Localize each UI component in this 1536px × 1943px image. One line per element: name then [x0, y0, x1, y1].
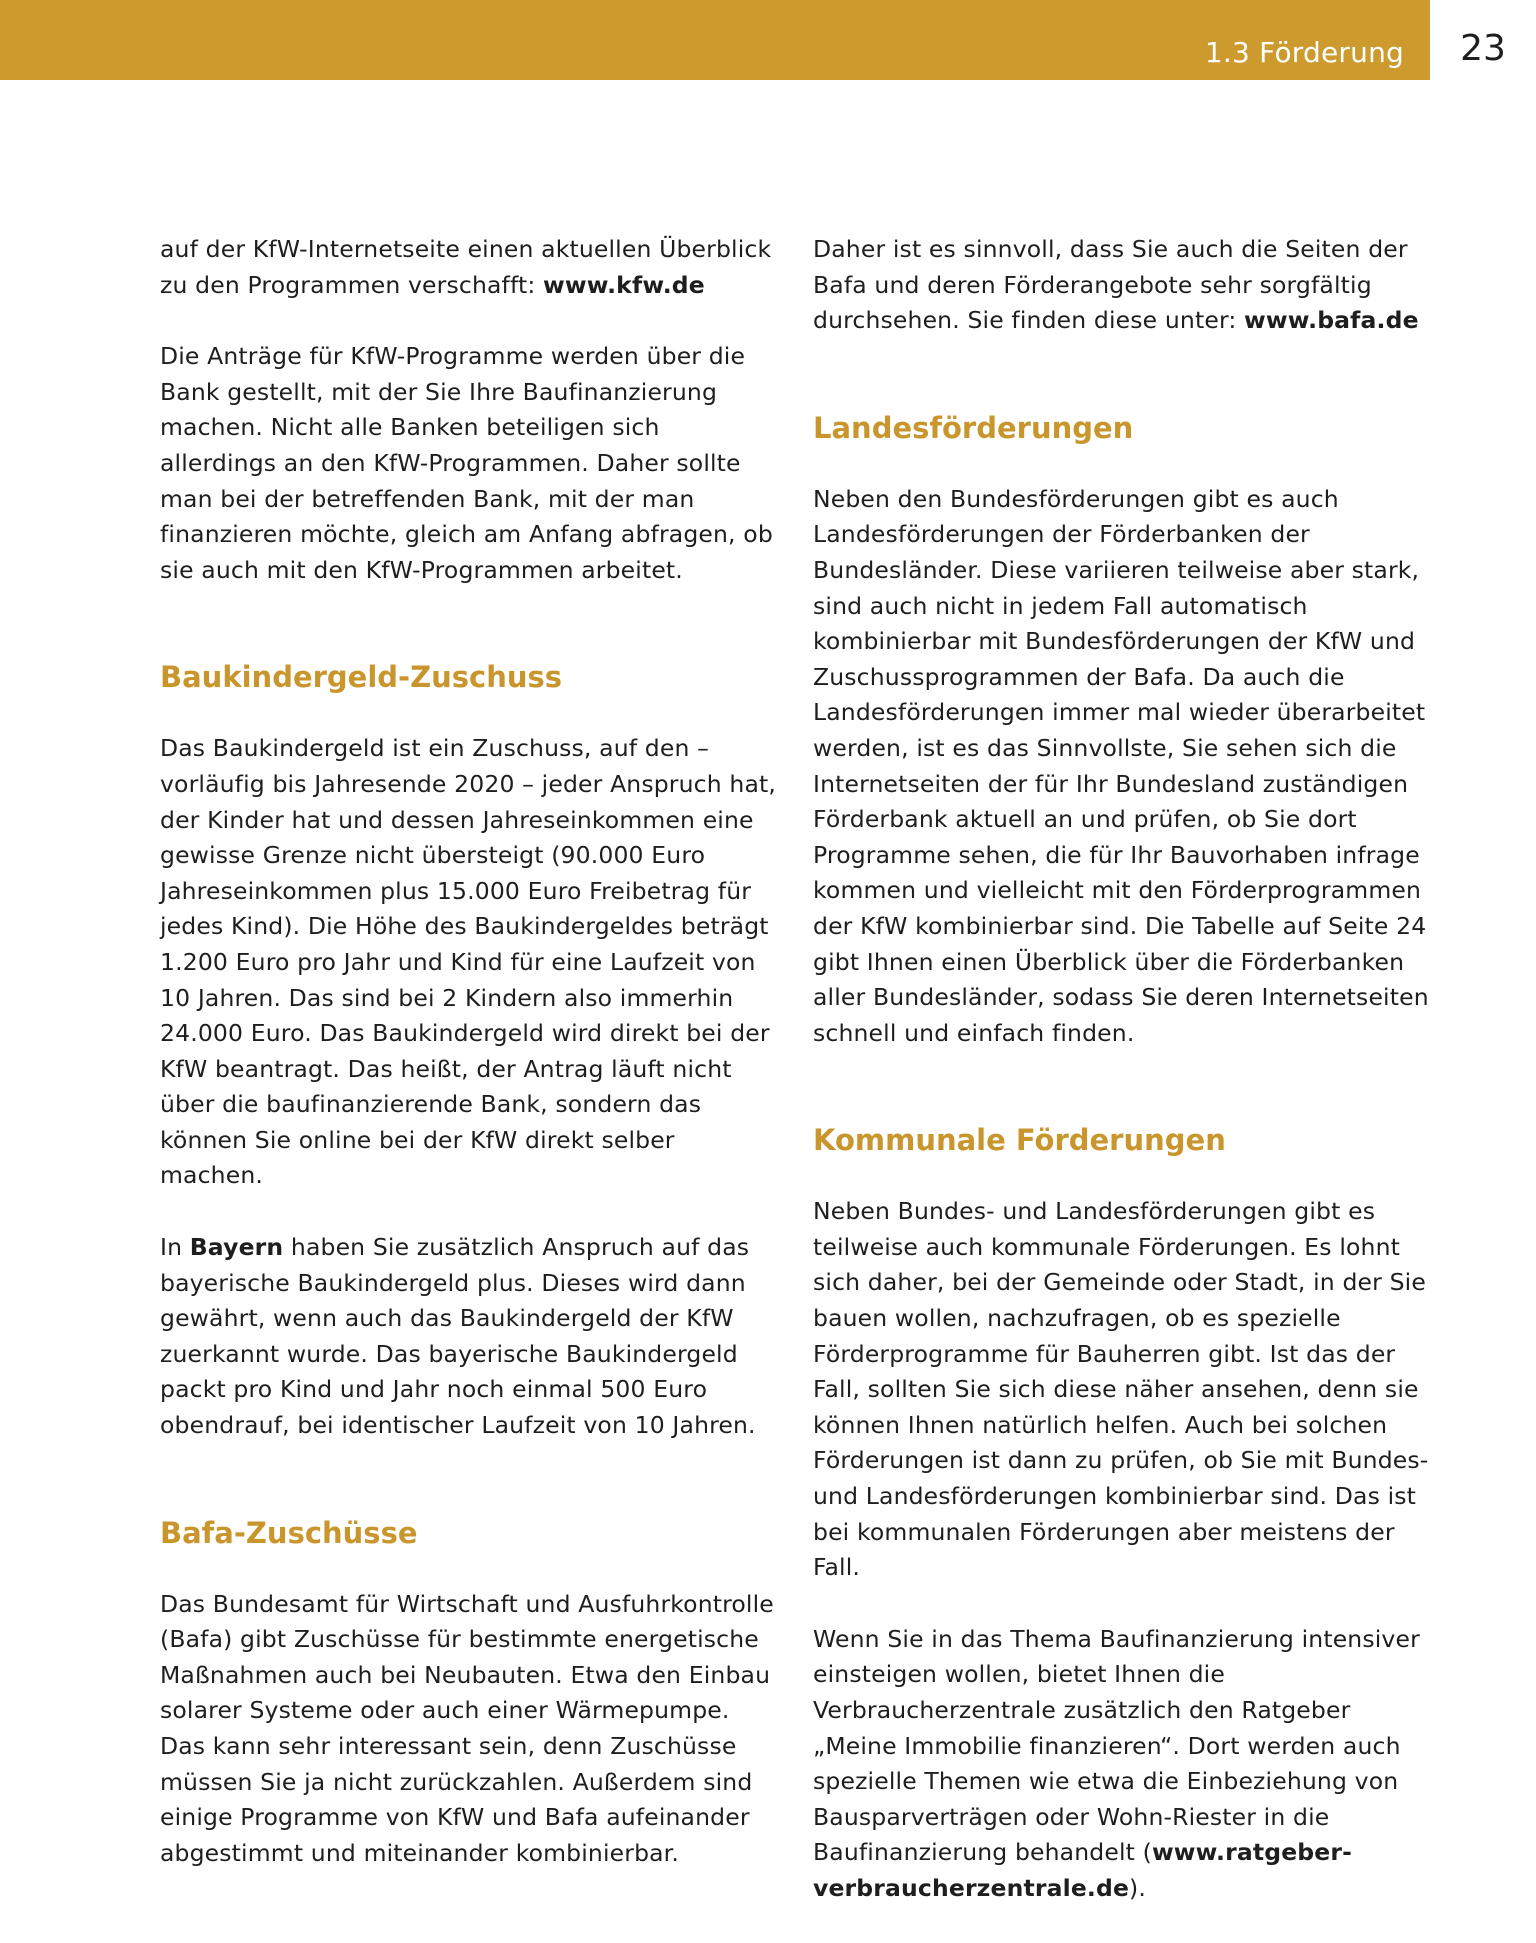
paragraph: Die Anträge für KfW-Programme werden über die Bank gestellt, mit der Sie Ihre Baufinanzierung machen. Nicht alle Banken beteiligen sich allerdings an den KfW-Programmen. Daher sollte man bei der betreffenden Bank, mit der man finanzieren möchte, gleich am Anfang abfragen, ob sie auch mit den KfW-Programmen arbeitet.	[160, 342, 773, 584]
heading-baukindergeld: Baukindergeld-Zuschuss	[160, 660, 563, 695]
paragraph	[160, 232, 780, 303]
paragraph: Neben Bundes- und Landesförderungen gibt es teilweise auch kommunale Förderungen. Es lohnt sich daher, bei der Gemeinde oder Stadt, in der Sie bauen wollen, nachzufragen, ob es spezielle Förderprogramme für Bauherren gibt. Ist das der Fall, sollten Sie sich diese näher ansehen, denn sie können Ihnen natürlich helfen. Auch bei solchen Förderungen ist dann zu prüfen, ob Sie mit Bundes- und Landesförderungen kombinierbar sind. Das ist bei kommunalen Förderungen aber meistens der Fall.	[813, 1197, 1429, 1582]
paragraph	[160, 1230, 780, 1444]
paragraph: Neben den Bundesförderungen gibt es auch Landesförderungen der Förderbanken der Bundesländer. Diese variieren teilweise aber stark, sind auch nicht in jedem Fall automatisch kombinierbar mit Bundesförderungen der KfW und Zuschussprogrammen der Bafa. Da auch die Landesförderungen immer mal wieder überarbeitet werden, ist es das Sinnvollste, Sie sehen sich die Internetseiten der für Ihr Bundesland zuständigen Förderbank aktuell an und prüfen, ob Sie dort Programme sehen, die für Ihr Bauvorhaben infrage kommen und vielleicht mit den Förderprogrammen der KfW kombinierbar sind. Die Tabelle auf Seite 24 gibt Ihnen einen Überblick über die Förderbanken aller Bundesländer, sodass Sie deren Internetseiten schnell und einfach finden.	[813, 484, 1429, 1047]
heading-kommunale-foerderungen: Kommunale Förderungen	[813, 1123, 1226, 1158]
paragraph-text: ).	[1129, 1873, 1146, 1902]
left-column	[160, 232, 780, 1907]
bafa-link[interactable]: www.bafa.de	[1244, 306, 1419, 335]
paragraph-text: Daher ist es sinnvoll, dass Sie auch die Seiten der Bafa und deren Förderangebote sehr sorgfältig durchsehen. Sie finden diese unter:	[813, 235, 1408, 335]
paragraph-text: Wenn Sie in das Thema Baufinanzierung intensiver einsteigen wollen, bietet Ihnen die Verbraucherzentrale zusätzlich den Ratgeber „Meine Immobilie finanzieren“. Dort werden auch spezielle Themen wie etwa die Einbeziehung von Bausparverträgen oder Wohn-Riester in die Baufinanzierung behandelt (	[813, 1624, 1420, 1867]
paragraph	[813, 232, 1433, 339]
kfw-link[interactable]: www.kfw.de	[543, 270, 705, 299]
paragraph	[813, 1622, 1433, 1907]
bold-term: Bayern	[189, 1233, 284, 1262]
ratgeber-link[interactable]: www.ratgeber-verbraucherzentrale.de	[813, 1838, 1352, 1902]
paragraph-text: auf der KfW-Internetseite einen aktuellen Überblick zu den Programmen verschafft:	[160, 235, 772, 299]
paragraph-text: In	[160, 1233, 190, 1262]
heading-bafa: Bafa-Zuschüsse	[160, 1515, 418, 1550]
heading-landesfoerderungen: Landesförderungen	[813, 410, 1134, 445]
page-number: 23	[1460, 28, 1506, 69]
header-bar	[0, 0, 1430, 80]
paragraph-text: haben Sie zusätzlich Anspruch auf das bayerische Baukindergeld plus. Dieses wird dann gewährt, wenn auch das Baukindergeld der KfW zuerkannt wurde. Das bayerische Baukindergeld packt pro Kind und Jahr noch einmal 500 Euro obendrauf, bei identischer Laufzeit von 10 Jahren.	[160, 1233, 756, 1440]
right-column	[813, 232, 1433, 1943]
section-title: 1.3 Förderung	[1204, 36, 1404, 69]
paragraph: Das Baukindergeld ist ein Zuschuss, auf den – vorläufig bis Jahresende 2020 – jeder Anspruch hat, der Kinder hat und dessen Jahreseinkommen eine gewisse Grenze nicht übersteigt (90.000 Euro Jahreseinkommen plus 15.000 Euro Freibetrag für jedes Kind). Die Höhe des Baukindergeldes beträgt 1.200 Euro pro Jahr und Kind für eine Laufzeit von 10 Jahren. Das sind bei 2 Kindern also immerhin 24.000 Euro. Das Baukindergeld wird direkt bei der KfW beantragt. Das heißt, der Antrag läuft nicht über die baufinanzierende Bank, sondern das können Sie online bei der KfW direkt selber machen.	[160, 734, 776, 1190]
paragraph: Das Bundesamt für Wirtschaft und Ausfuhrkontrolle (Bafa) gibt Zuschüsse für bestimmte energetische Maßnahmen auch bei Neubauten. Etwa den Einbau solarer Systeme oder auch einer Wärmepumpe. Das kann sehr interessant sein, denn Zuschüsse müssen Sie ja nicht zurückzahlen. Außerdem sind einige Programme von KfW und Bafa aufeinander abgestimmt und miteinander kombinierbar.	[160, 1589, 774, 1867]
